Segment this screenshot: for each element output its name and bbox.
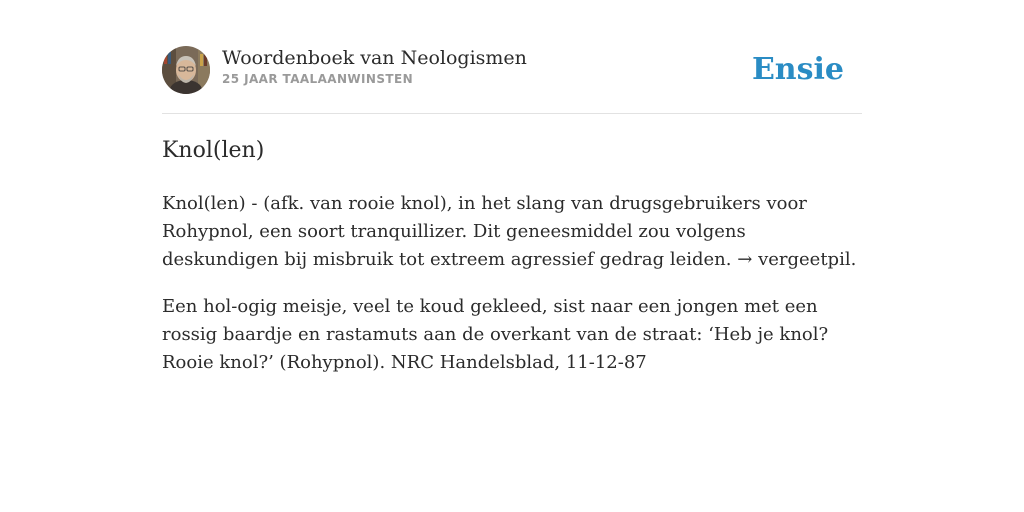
header-text — [222, 46, 527, 86]
author-avatar[interactable] — [162, 46, 210, 94]
header — [162, 46, 862, 98]
quote-paragraph: Een hol-ogig meisje, veel te koud gekleed, sist naar een jongen met een rossig baardje en rastamuts aan de overkant van de straat: ‘Heb je knol? Rooie knol?’ (Rohypnol). NRC Handelsblad, 11-12-87 — [162, 296, 829, 373]
entry-content — [162, 190, 864, 396]
avatar-portrait-image — [162, 46, 210, 94]
site-title[interactable]: Woordenboek van Neologismen — [222, 47, 527, 69]
entry-title: Knol(len) — [162, 138, 265, 163]
cross-ref-arrow-icon: → — [737, 249, 753, 270]
ensie-logo-link[interactable]: Ensie — [751, 52, 844, 87]
cross-ref-link[interactable]: vergeetpil. — [758, 249, 857, 270]
definition-paragraph — [162, 190, 864, 274]
definition-text: Knol(len) - (afk. van rooie knol), in het slang van drugsgebruikers voor Rohypnol, een soort tranquillizer. Dit geneesmiddel zou volgens deskundigen bij misbruik tot extreem agressief gedrag leiden. — [162, 193, 807, 270]
header-divider — [162, 113, 862, 114]
site-subtitle: 25 JAAR TAALAANWINSTEN — [222, 72, 414, 86]
